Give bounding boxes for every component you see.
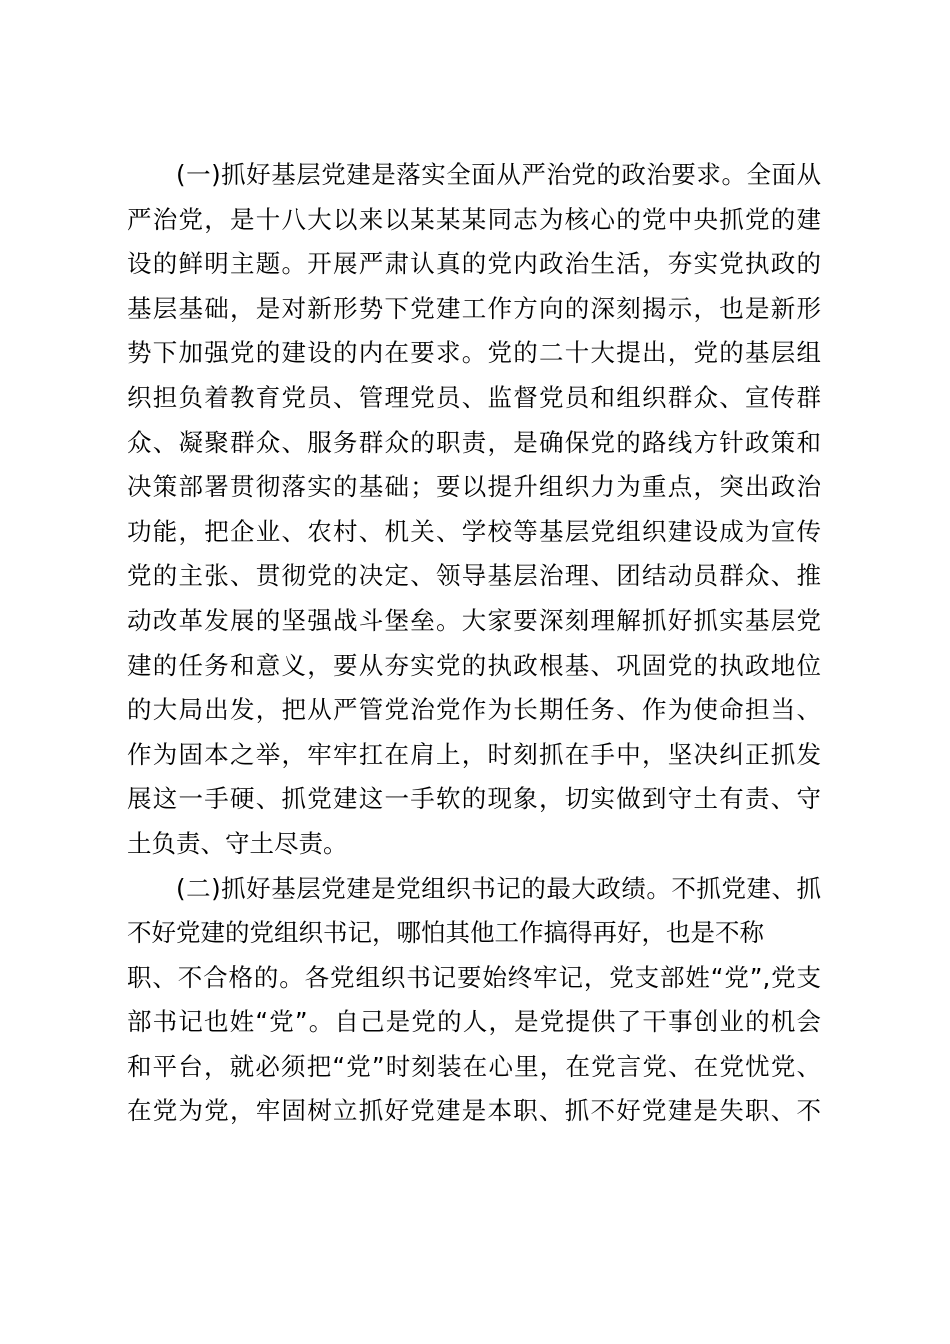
paragraph-line: 严治党，是十八大以来以某某某同志为核心的党中央抓党的建 bbox=[127, 204, 821, 234]
paragraph-line: 部书记也姓“党”。自己是党的人，是党提供了干事创业的机会 bbox=[127, 1007, 821, 1037]
paragraph-line: 功能，把企业、农村、机关、学校等基层党组织建设成为宣传 bbox=[127, 516, 821, 546]
paragraph-line: 势下加强党的建设的内在要求。党的二十大提出，党的基层组 bbox=[127, 338, 821, 368]
paragraph-1 bbox=[127, 153, 821, 867]
paragraph-line: 众、凝聚群众、服务群众的职责，是确保党的路线方针政策和 bbox=[127, 427, 821, 457]
paragraph-line: 织担负着教育党员、管理党员、监督党员和组织群众、宣传群 bbox=[127, 382, 821, 412]
paragraph-line: 基层基础，是对新形势下党建工作方向的深刻揭示，也是新形 bbox=[127, 293, 821, 323]
paragraph-line: 党的主张、贯彻党的决定、领导基层治理、团结动员群众、推 bbox=[127, 561, 821, 591]
paragraph-line: 和平台，就必须把“党”时刻装在心里，在党言党、在党忧党、 bbox=[127, 1051, 821, 1081]
paragraph-line: (二)抓好基层党建是党组织书记的最大政绩。不抓党建、抓 bbox=[176, 873, 821, 903]
paragraph-line: (一)抓好基层党建是落实全面从严治党的政治要求。全面从 bbox=[176, 160, 821, 189]
paragraph-line: 设的鲜明主题。开展严肃认真的党内政治生活，夯实党执政的 bbox=[127, 249, 821, 279]
paragraph-line: 建的任务和意义，要从夯实党的执政根基、巩固党的执政地位 bbox=[127, 650, 821, 680]
paragraph-line: 不好党建的党组织书记，哪怕其他工作搞得再好，也是不称 bbox=[127, 918, 764, 948]
paragraph-line: 土负责、守土尽责。 bbox=[127, 828, 348, 858]
paragraph-2 bbox=[127, 867, 821, 1135]
paragraph-line: 决策部署贯彻落实的基础；要以提升组织力为重点，突出政治 bbox=[127, 472, 821, 502]
paragraph-line: 作为固本之举，牢牢扛在肩上，时刻抓在手中，坚决纠正抓发 bbox=[127, 739, 821, 769]
paragraph-line: 在党为党，牢固树立抓好党建是本职、抓不好党建是失职、不 bbox=[127, 1096, 821, 1126]
paragraph-line: 的大局出发，把从严管党治党作为长期任务、作为使命担当、 bbox=[127, 695, 821, 725]
paragraph-line: 展这一手硬、抓党建这一手软的现象，切实做到守土有责、守 bbox=[127, 784, 821, 814]
paragraph-line: 职、不合格的。各党组织书记要始终牢记，党支部姓“党”,党支 bbox=[127, 962, 821, 992]
document-body bbox=[127, 153, 821, 1134]
paragraph-line: 动改革发展的坚强战斗堡垒。大家要深刻理解抓好抓实基层党 bbox=[127, 605, 821, 635]
